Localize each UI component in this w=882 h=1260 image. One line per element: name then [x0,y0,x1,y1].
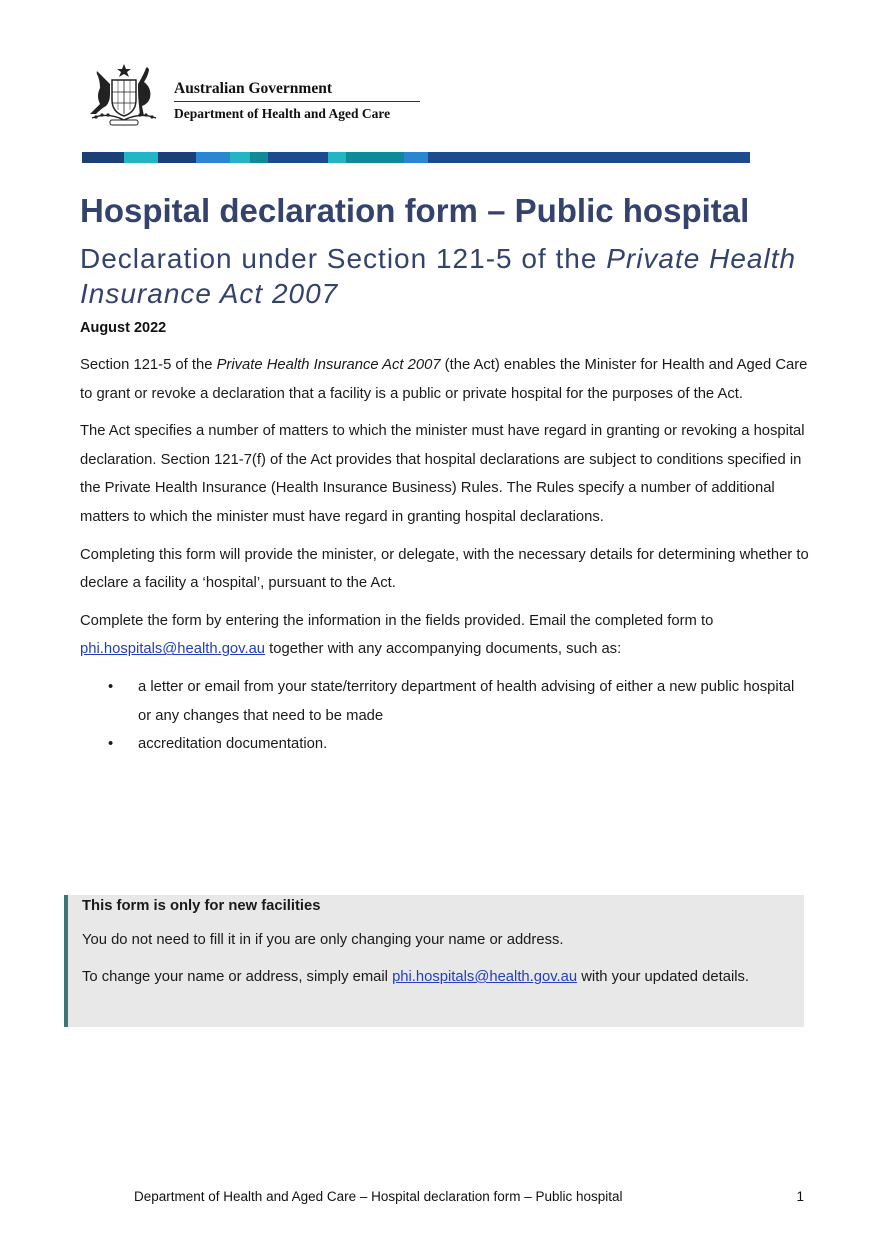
paragraph-instructions-prefix: Complete the form by entering the information in the fields provided. Email the completed form to [80,612,714,629]
paragraph-intro-act-name: Private Health Insurance Act 2007 [216,357,441,373]
decorative-color-band [82,152,750,163]
document-date: August 2022 [80,320,167,336]
bullet-icon: • [108,678,114,695]
paragraph-instructions [80,607,810,664]
paragraph-intro-suffix: (the Act) enables the Minister for Health and Aged Care to grant or revoke a declaration that a facility is a public or private hospital for the purposes of the Act. [80,357,808,402]
government-name: Australian Government [174,80,420,102]
document-body [80,351,810,759]
callout-title: This form is only for new facilities [82,898,321,914]
bullet-icon: • [108,736,114,753]
list-item-text: accreditation documentation. [138,736,328,753]
documents-list [80,673,810,759]
government-header [82,62,422,132]
paragraph-purpose: Completing this form will provide the minister, or delegate, with the necessary details for determining whether to declare a facility a ‘hospital’, pursuant to the Act. [80,546,809,592]
callout-line-1: You do not need to fill it in if you are only changing your name or address. [82,932,564,948]
list-item-text: a letter or email from your state/territory department of health advising of either a new public hospital or any changes that need to be made [138,678,795,724]
page-subtitle [80,241,820,311]
list-item [108,673,810,730]
callout-line-2-suffix: with your updated details. [577,969,750,985]
callout-email-link[interactable]: phi.hospitals@health.gov.au [392,969,578,985]
callout-line-2 [82,963,802,991]
paragraph-requirements: The Act specifies a number of matters to which the minister must have regard in granting or revoking a hospital declaration. Section 121-7(f) of the Act provides that hospital declarations are subject to conditions specified in the Private Health Insurance (Health Insurance Business) Rules. The Rules specify a number of additional matters to which the minister must have regard in granting hospital declarations. [80,423,805,525]
info-callout [64,895,804,1027]
list-item [108,730,810,759]
paragraph-intro [80,351,810,408]
callout-content [82,895,802,1000]
department-name: Department of Health and Aged Care [174,106,391,121]
subtitle-act-name: Private Health Insurance Act 2007 [80,243,797,309]
callout-line-2-prefix: To change your name or address, simply email [82,969,393,985]
email-link[interactable]: phi.hospitals@health.gov.au [80,641,266,658]
paragraph-instructions-suffix: together with any accompanying documents, such as: [265,641,622,658]
page-title: Hospital declaration form – Public hospital [80,192,750,229]
government-wordmark [174,80,420,122]
paragraph-intro-prefix: Section 121-5 of the [80,357,217,373]
commonwealth-coat-of-arms-icon [82,62,166,128]
footer-text: Department of Health and Aged Care – Hospital declaration form – Public hospital [134,1189,623,1204]
subtitle-text: Declaration under Section 121-5 of the [80,243,607,274]
page-number: 1 [796,1189,804,1204]
